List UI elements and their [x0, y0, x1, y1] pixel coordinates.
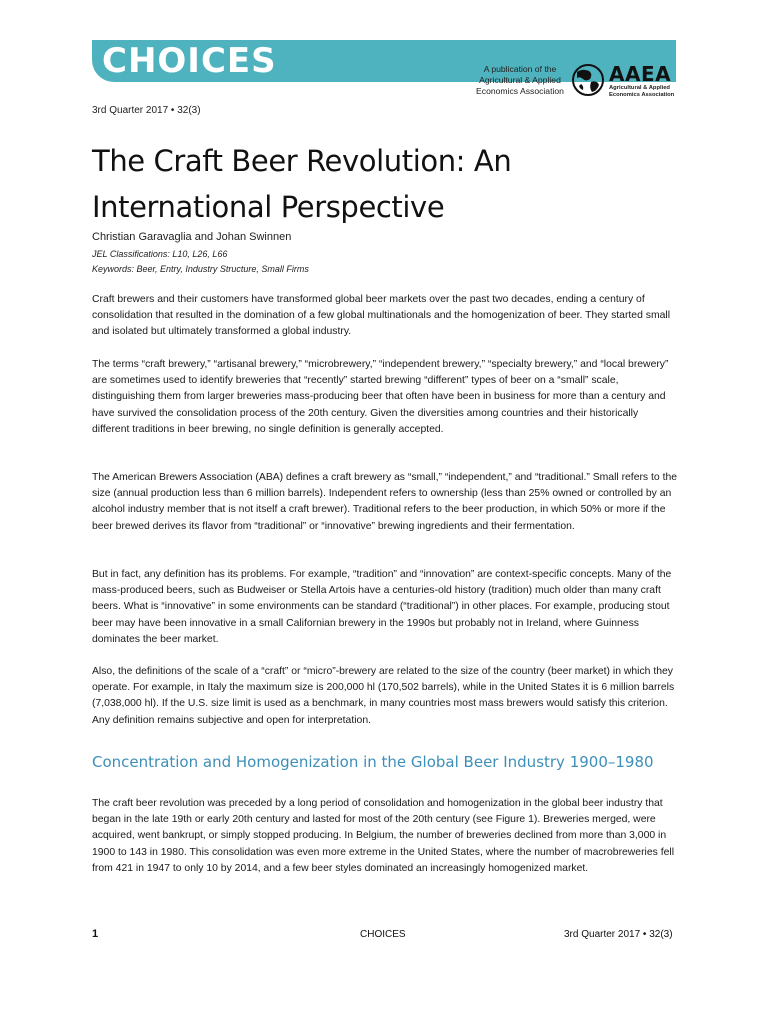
- section-heading: Concentration and Homogenization in the Global Beer Industry 1900–1980: [92, 753, 654, 771]
- issue-label: 3rd Quarter 2017 • 32(3): [92, 105, 201, 116]
- aaea-logo: [571, 62, 681, 102]
- body-paragraph: The terms “craft brewery,” “artisanal brewery,” “microbrewery,” “independent brewery,” “specialty brewery,” and “local brewery” are sometimes used to identify breweries that “recently” started brewing “different” types of beer on a “small” scale, distinguishing them from larger breweries mass-producing beer that often have been in business for more than a century and have survived the consolidation process of the 20th century. Given the diversities among countries and their historically different traditions in beer brewing, no single definition is generally accepted.: [92, 359, 669, 435]
- page-number: 1: [92, 928, 99, 940]
- aaea-full-name: Agricultural & Applied Economics Association: [609, 85, 675, 98]
- article-title: The Craft Beer Revolution: An International Perspective: [92, 144, 512, 224]
- body-paragraph: Craft brewers and their customers have transformed global beer markets over the past two decades, ending a century of consolidation that resulted in the domination of a few global multinationals and the homogenization of beer. They started small and isolated but ultimately transformed a global industry.: [92, 294, 670, 338]
- body-paragraph: But in fact, any definition has its problems. For example, “tradition” and “innovation” are context-specific concepts. Many of the mass-produced beers, such as Budweiser or Stella Artois have a centuries-old history (tradition) much older than many craft beers. What is “innovative” in some environments can be standard (“traditional”) in other places. For example, producing stout beer may have been innovative in a small Californian brewery in the 1990s but probably not in Ireland, where Guinness dominates the beer market.: [92, 569, 672, 645]
- article-keywords: Keywords: Beer, Entry, Industry Structure, Small Firms: [92, 264, 309, 274]
- footer-issue-label: 3rd Quarter 2017 • 32(3): [564, 929, 673, 940]
- body-paragraph: The American Brewers Association (ABA) defines a craft brewery as “small,” “independent,” and “traditional.” Small refers to the size (annual production less than 6 million barrels). Independent refers to ownership (less than 25% owned or controlled by an alcohol industry member that is not itself a craft brewer). Traditional refers to the beer production, in which 50% or more if the beer brewed derives its flavor from “traditional” or “innovative” brewing ingredients and their fermentation.: [92, 472, 678, 532]
- body-paragraph: Also, the definitions of the scale of a “craft” or “micro”-brewery are related to the size of the country (beer market) in which they operate. For example, in Italy the maximum size is 200,000 hl (170,502 barrels), while in the United States it is 6 million barrels (7,038,000 hl). If the U.S. size limit is used as a benchmark, in many countries most mass brewers would satisfy this criterion. Any definition remains subjective and open for interpretation.: [92, 666, 675, 726]
- globe-icon: [571, 62, 605, 98]
- article-authors: Christian Garavaglia and Johan Swinnen: [92, 231, 292, 243]
- aaea-acronym: AAEA: [609, 62, 672, 86]
- section-paragraph: The craft beer revolution was preceded by a long period of consolidation and homogenization in the global beer industry that began in the late 19th or early 20th century and lasted for most of the 20th century (see Figure 1). Breweries merged, were acquired, went bankrupt, or simply stopped producing. In Belgium, the number of breweries declined from more than 3,000 in 1900 to 143 in 1980. This consolidation was even more extreme in the United States, where the number of macrobreweries fell from 421 in 1947 to only 10 by 2014, and a few beer styles dominated an increasingly homogenized market.: [92, 798, 675, 874]
- jel-classifications: JEL Classifications: L10, L26, L66: [92, 249, 228, 259]
- footer-journal-name: CHOICES: [360, 929, 406, 940]
- choices-logo-text: CHOICES: [102, 41, 277, 81]
- publication-statement: A publication of the Agricultural & Applied Economics Association: [476, 64, 564, 96]
